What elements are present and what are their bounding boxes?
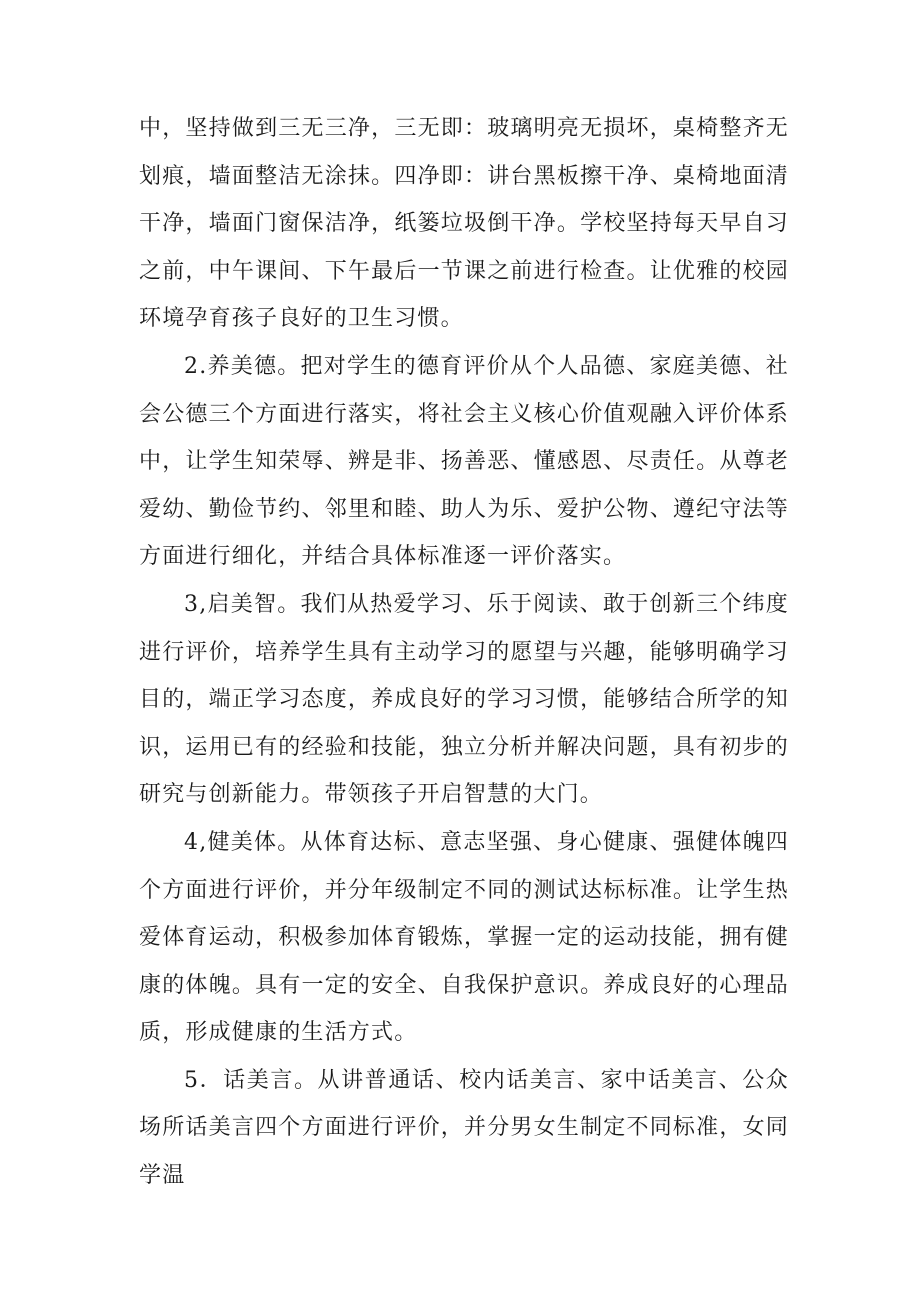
- paragraph-morality: 2.养美德。把对学生的德育评价从个人品德、家庭美德、社会公德三个方面进行落实，将社会主义核心价值观融入评价体系中，让学生知荣辱、辨是非、扬善恶、懂感恩、尽责任。从尊老爱幼、勤俭节约、邻里和睦、助人为乐、爱护公物、遵纪守法等方面进行细化，并结合具体标准逐一评价落实。: [139, 353, 789, 570]
- document-body: [139, 105, 789, 1200]
- paragraph-wisdom: 3,启美智。我们从热爱学习、乐于阅读、敢于创新三个纬度进行评价，培养学生具有主动学习的愿望与兴趣，能够明确学习目的，端正学习态度，养成良好的学习习惯，能够结合所学的知识，运用已有的经验和技能，独立分析并解决问题，具有初步的研究与创新能力。带领孩子开启智慧的大门。: [139, 591, 789, 808]
- paragraph-physical: 4,健美体。从体育达标、意志坚强、身心健康、强健体魄四个方面进行评价，并分年级制定不同的测试达标标准。让学生热爱体育运动，积极参加体育锻炼，掌握一定的运动技能，拥有健康的体魄。具有一定的安全、自我保护意识。养成良好的心理品质，形成健康的生活方式。: [139, 829, 789, 1046]
- paragraph-continued-hygiene: 中，坚持做到三无三净，三无即：玻璃明亮无损坏，桌椅整齐无划痕，墙面整洁无涂抹。四净即：讲台黑板擦干净、桌椅地面清干净，墙面门窗保洁净，纸篓垃圾倒干净。学校坚持每天早自习之前，中午课间、下午最后一节课之前进行检查。让优雅的校园环境孕育孩子良好的卫生习惯。: [139, 116, 789, 332]
- paragraph-speech: 5．话美言。从讲普通话、校内话美言、家中话美言、公众场所话美言四个方面进行评价，并分男女生制定不同标准，女同学温: [139, 1067, 789, 1189]
